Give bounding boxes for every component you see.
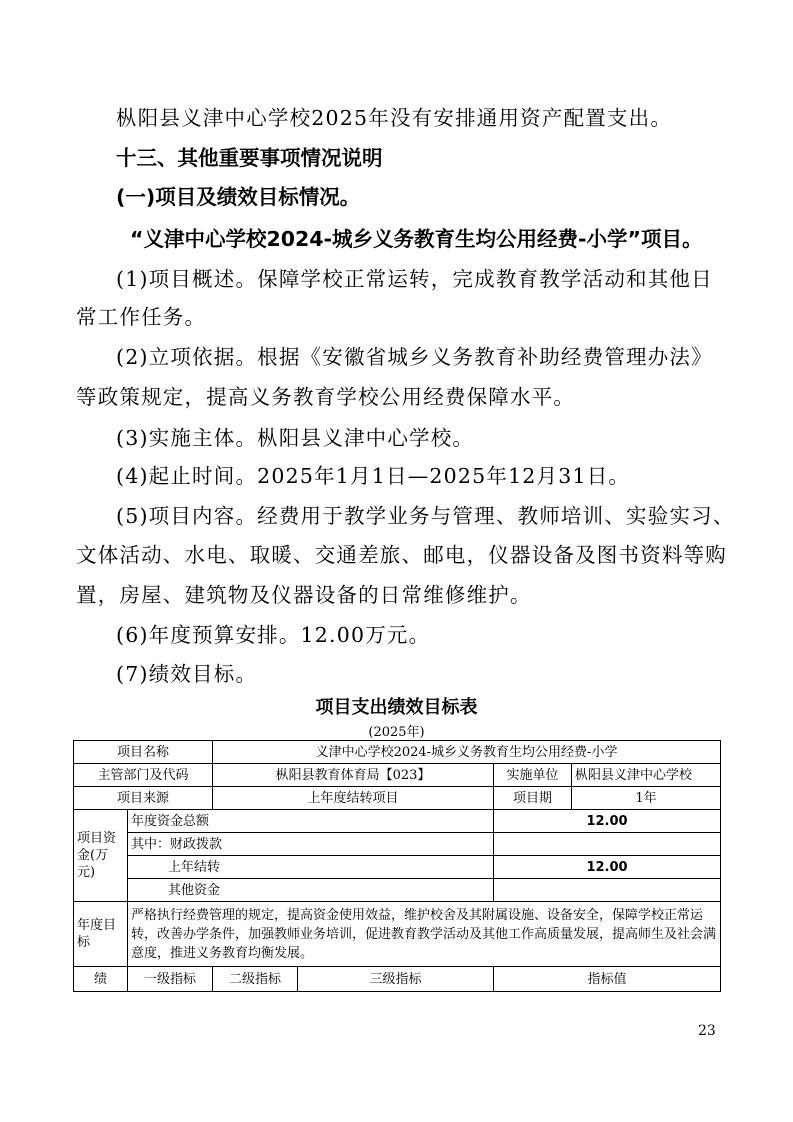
carry-value: 12.00 [494,856,721,879]
paragraph-content-line1: (5)项目内容。经费用于教学业务与管理、教师培训、实验实习、 [116,504,735,528]
paragraph-overview-line2: 常工作任务。 [76,305,207,329]
period-label: 项目期 [494,787,572,810]
table-row [74,856,721,879]
funds-label: 项目资金(万元) [74,810,128,902]
source-value: 上年度结转项目 [213,787,494,810]
period-value: 1年 [572,787,721,810]
paragraph-goals: (7)绩效目标。 [116,662,258,686]
other-value [494,879,721,902]
table-row [74,967,721,992]
table-row [74,902,721,967]
table-row [74,741,721,764]
total-value: 12.00 [494,810,721,833]
indicator-value-header: 指标值 [494,967,721,992]
carry-label: 上年结转 [128,856,494,879]
dept-label: 主管部门及代码 [74,764,213,787]
table-title: 项目支出绩效目标表 [315,697,478,718]
table-row [74,833,721,856]
page-number: 23 [698,1023,716,1039]
paragraph-budget: (6)年度预算安排。12.00万元。 [116,623,431,647]
table-row [74,787,721,810]
unit-label: 实施单位 [494,764,572,787]
paragraph-basis-line1: (2)立项依据。根据《安徽省城乡义务教育补助经费管理办法》 [116,345,713,369]
dept-value: 枞阳县教育体育局【023】 [213,764,494,787]
table-year: (2025年) [368,725,425,740]
goal-label: 年度目标 [74,902,128,967]
performance-target-table [73,740,721,992]
level3-header: 三级指标 [298,967,494,992]
paragraph-content-line2: 文体活动、水电、取暖、交通差旅、邮电，仪器设备及图书资料等购 [76,543,727,567]
fiscal-label: 其中：财政拨款 [128,833,494,856]
level2-header: 二级指标 [213,967,298,992]
section-heading: 十三、其他重要事项情况说明 [116,146,383,170]
other-label: 其他资金 [128,879,494,902]
table-row [74,879,721,902]
project-name-value: 义津中心学校2024-城乡义务教育生均公用经费-小学 [213,741,721,764]
paragraph-asset-config: 枞阳县义津中心学校2025年没有安排通用资产配置支出。 [116,106,673,130]
paragraph-content-line3: 置，房屋、建筑物及仪器设备的日常维修维护。 [76,583,532,607]
fiscal-value [494,833,721,856]
paragraph-overview-line1: (1)项目概述。保障学校正常运转，完成教育教学活动和其他日 [116,267,713,291]
project-name-label: 项目名称 [74,741,213,764]
perf-label: 绩 [74,967,128,992]
paragraph-basis-line2: 等政策规定，提高义务教育学校公用经费保障水平。 [76,385,576,409]
project-heading: “义津中心学校2024-城乡义务教育生均公用经费-小学”项目。 [130,227,703,251]
paragraph-subject: (3)实施主体。枞阳县义津中心学校。 [116,426,475,450]
table-row [74,810,721,833]
paragraph-period: (4)起止时间。2025年1月1日—2025年12月31日。 [116,464,631,488]
total-label: 年度资金总额 [128,810,494,833]
goal-value: 严格执行经费管理的规定，提高资金使用效益，维护校舍及其附属设施、设备安全，保障学校正常运转，改善办学条件，加强教师业务培训，促进教育教学活动及其他工作高质量发展，提高师生及社会满意度，推进义务教育均衡发展。 [128,902,721,967]
subsection-heading: (一)项目及绩效目标情况。 [116,185,361,209]
level1-header: 一级指标 [128,967,213,992]
unit-value: 枞阳县义津中心学校 [572,764,721,787]
table-row [74,764,721,787]
source-label: 项目来源 [74,787,213,810]
